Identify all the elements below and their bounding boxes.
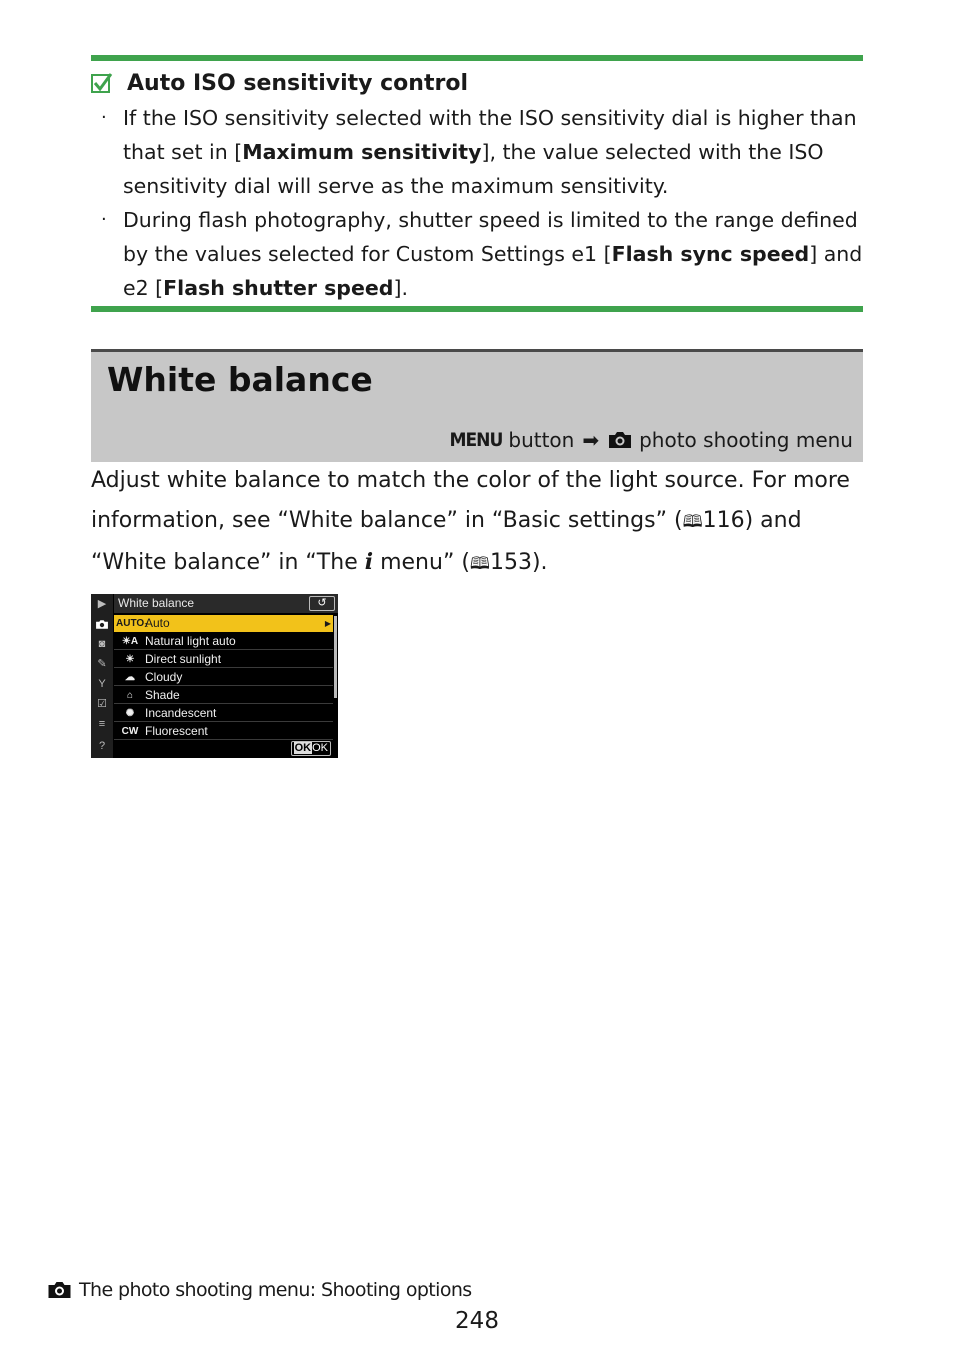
footer-section-link[interactable] [46, 1279, 472, 1301]
section-header [91, 349, 863, 462]
ok-hint [291, 741, 331, 756]
camera-menu-screenshot [91, 594, 338, 758]
note-top-rule [91, 55, 863, 61]
note-heading [91, 66, 468, 100]
sun-icon: ☀ [125, 654, 135, 665]
natural-light-auto-icon: ☀A [121, 636, 139, 647]
camera-menu-title: White balance [118, 596, 195, 610]
auto-wb-icon: AUTO₁ [116, 618, 149, 629]
page-ref-link[interactable]: 116 [702, 508, 745, 533]
bullet-text: During flash photography, shutter speed is limited to the range defined by the values selected for Custom Settings e1 [ [123, 208, 858, 266]
note-title: Auto ISO sensitivity control [127, 70, 468, 96]
help-icon: ? [98, 740, 106, 752]
option-label: Incandescent [145, 706, 217, 720]
bullet-text: If the ISO sensitivity selected with the ISO sensitivity dial is higher than that set in [ [123, 106, 857, 164]
back-icon: ↺ [309, 596, 335, 611]
ok-label: OK [312, 742, 328, 754]
bullet-text: ]. [393, 276, 408, 300]
body-text: menu” ( [373, 550, 470, 575]
movie-shooting-menu-icon: ◙ [98, 638, 106, 650]
note-bullets [91, 101, 863, 305]
bullet-dot: · [101, 107, 107, 128]
cloud-icon: ☁ [125, 672, 135, 683]
wb-option-natural-light-auto [114, 633, 333, 650]
menu-path [449, 428, 853, 452]
footer-label: The photo shooting menu: Shooting options [79, 1279, 472, 1301]
submenu-arrow-icon: ▶ [324, 619, 331, 628]
wb-option-incandescent [114, 705, 333, 722]
ok-button-icon: OK [294, 742, 312, 754]
note-bullet-2 [91, 203, 863, 305]
my-menu-icon: ≡ [98, 718, 106, 730]
wb-option-direct-sunlight [114, 651, 333, 668]
menu-button-label: MENU [449, 429, 503, 451]
book-icon: 🕮 [469, 554, 490, 574]
page-ref-link[interactable]: 153 [489, 550, 532, 575]
book-icon: 🕮 [682, 512, 703, 532]
checkmark-icon [91, 72, 113, 94]
wb-option-auto [114, 615, 333, 632]
incandescent-icon: ✺ [125, 708, 135, 719]
camera-menu-sidebar [91, 594, 113, 758]
option-label: Natural light auto [145, 634, 236, 648]
camera-icon [46, 1280, 73, 1300]
camera-menu-scrollbar [334, 616, 337, 698]
bullet-text: ] and e2 [ [123, 242, 863, 300]
option-label: Auto [145, 616, 170, 630]
i-menu-icon: i [364, 549, 374, 575]
arrow-right-icon: ➡ [582, 428, 600, 452]
wb-option-cloudy [114, 669, 333, 686]
section-title: White balance [107, 360, 373, 399]
body-text: ) and “White balance” in “The [91, 508, 802, 575]
setup-menu-icon: Y [98, 678, 106, 690]
note-bullet-1 [91, 101, 863, 203]
photo-shooting-menu-icon [91, 614, 113, 634]
option-label: Direct sunlight [145, 652, 222, 666]
section-body [91, 461, 871, 584]
page-number: 248 [455, 1308, 499, 1334]
camera-menu-titlebar [114, 594, 338, 613]
menu-name: photo shooting menu [639, 428, 853, 452]
wb-option-fluorescent [114, 723, 333, 740]
bullet-text: ], the value selected with the ISO sensitivity dial will serve as the maximum sensitivity. [123, 140, 824, 198]
bullet-dot: · [101, 209, 107, 230]
body-text: Adjust white balance to match the color of the light source. For more information, see “White balance” in “Basic settings” ( [91, 468, 850, 533]
bullet-bold: Flash sync speed [611, 242, 810, 266]
wb-option-shade [114, 687, 333, 704]
playback-menu-icon: ▶ [97, 598, 107, 610]
custom-settings-icon: ✎ [97, 658, 107, 670]
body-text: ). [531, 550, 548, 575]
fluorescent-icon: CW [121, 726, 139, 737]
note-bottom-rule [91, 306, 863, 312]
shade-icon: ⌂ [126, 690, 134, 701]
retouch-menu-icon: ☑ [97, 698, 107, 710]
camera-icon [607, 430, 633, 450]
option-label: Fluorescent [145, 724, 208, 738]
option-label: Cloudy [145, 670, 183, 684]
button-word: button [508, 428, 575, 452]
bullet-bold: Maximum sensitivity [242, 140, 482, 164]
option-label: Shade [145, 688, 180, 702]
bullet-bold: Flash shutter speed [163, 276, 394, 300]
